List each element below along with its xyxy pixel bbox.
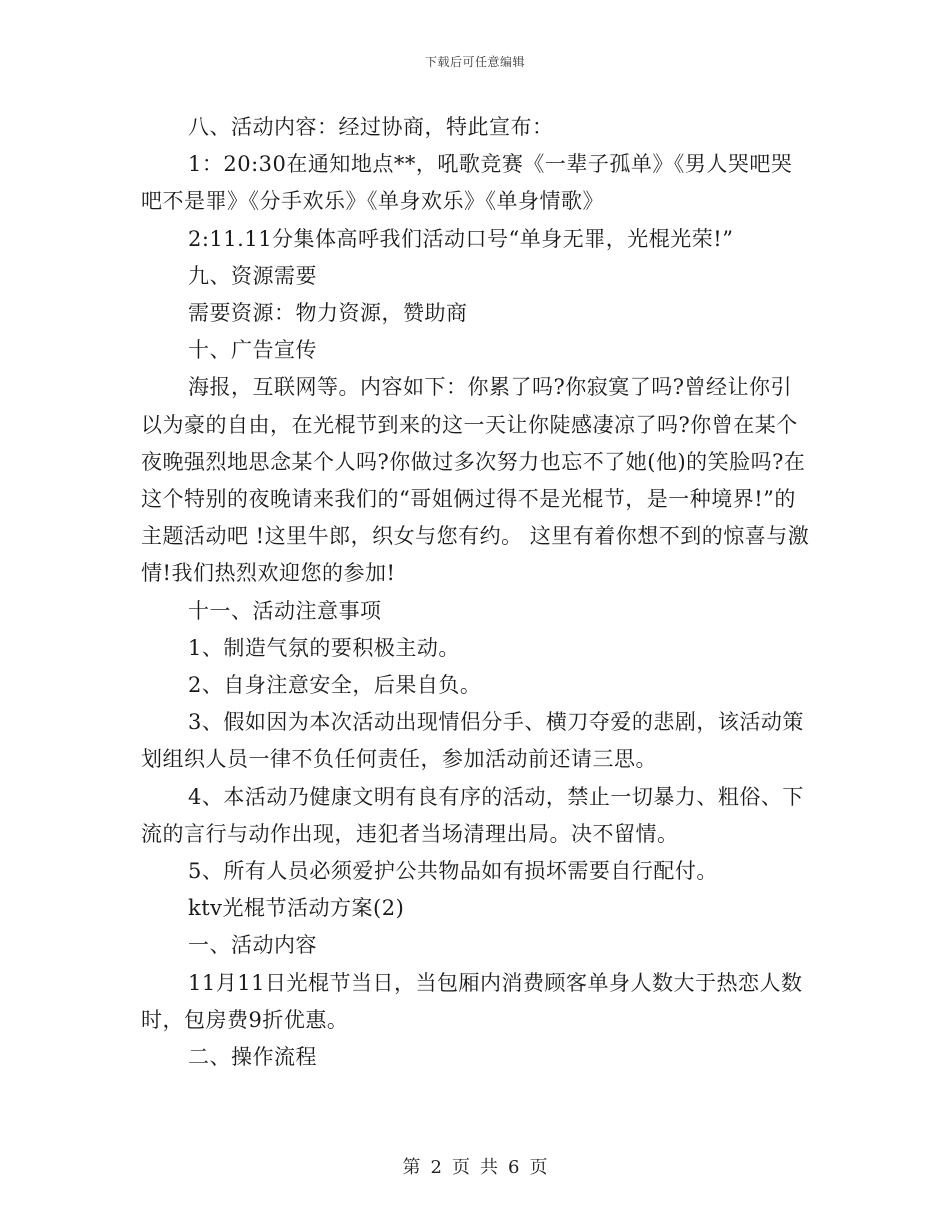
footer-current-page: 2	[430, 1157, 442, 1178]
footer-total-pages: 6	[508, 1157, 520, 1178]
section-9-heading: 九、资源需要	[188, 263, 317, 288]
section-10-heading: 十、广告宣传	[188, 338, 317, 363]
resources-paragraph: 需要资源：物力资源，赞助商	[188, 301, 468, 326]
page-footer	[0, 1153, 950, 1179]
footer-label-unit-2: 页	[529, 1157, 548, 1178]
notice-item-1: 1、制造气氛的要积极主动。	[188, 635, 460, 660]
header-note: 下载后可任意编辑	[424, 55, 525, 69]
footer-label-unit: 页	[452, 1157, 470, 1178]
section-11-heading: 十一、活动注意事项	[188, 598, 382, 623]
footer-label-page: 第	[402, 1157, 421, 1178]
notice-item-5: 5、所有人员必须爱护公共物品如有损坏需要自行配付。	[188, 859, 718, 884]
content-item-2: 2:11.11分集体高呼我们活动口号“单身无罪，光棍光荣!”	[188, 226, 734, 251]
advertising-paragraph: 海报，互联网等。内容如下：你累了吗?你寂寞了吗?曾经让你引以为豪的自由，在光棍节到来的这一天让你陡感凄凉了吗?你曾在某个夜晚强烈地思念某个人吗?你做过多次努力也忘不了她(他)的笑脸吗?在这个特别的夜晚请来我们的“哥姐俩过得不是光棍节，是一种境界!”的主题活动吧 !这里牛郎，织女与您有约。 这里有着你想不到的惊喜与激情!我们热烈欢迎您的参加!	[141, 375, 810, 586]
notice-item-3: 3、假如因为本次活动出现情侣分手、横刀夺爱的悲剧，该活动策划组织人员一律不负任何责任，参加活动前还请三思。	[141, 710, 804, 772]
plan-2-title: ktv光棍节活动方案(2)	[188, 896, 405, 921]
plan-2-section-1-heading: 一、活动内容	[188, 933, 317, 958]
notice-item-4: 4、本活动乃健康文明有良有序的活动，禁止一切暴力、粗俗、下流的言行与动作出现，违犯者当场清理出局。决不留情。	[141, 784, 804, 846]
document-body	[141, 109, 811, 1076]
footer-label-total: 共	[480, 1157, 498, 1178]
plan-2-section-2-heading: 二、操作流程	[188, 1045, 317, 1070]
content-item-1: 1：20:30在通知地点**，吼歌竞赛《一辈子孤单》《男人哭吧哭吧不是罪》《分手欢乐》《单身欢乐》《单身情歌》	[141, 152, 793, 214]
notice-item-2: 2、自身注意安全，后果自负。	[188, 673, 482, 698]
section-8-heading: 八、活动内容：经过协商，特此宣布：	[188, 115, 554, 139]
plan-2-discount-paragraph: 11月11日光棍节当日，当包厢内消费顾客单身人数大于热恋人数时，包房费9折优惠。	[141, 970, 803, 1032]
